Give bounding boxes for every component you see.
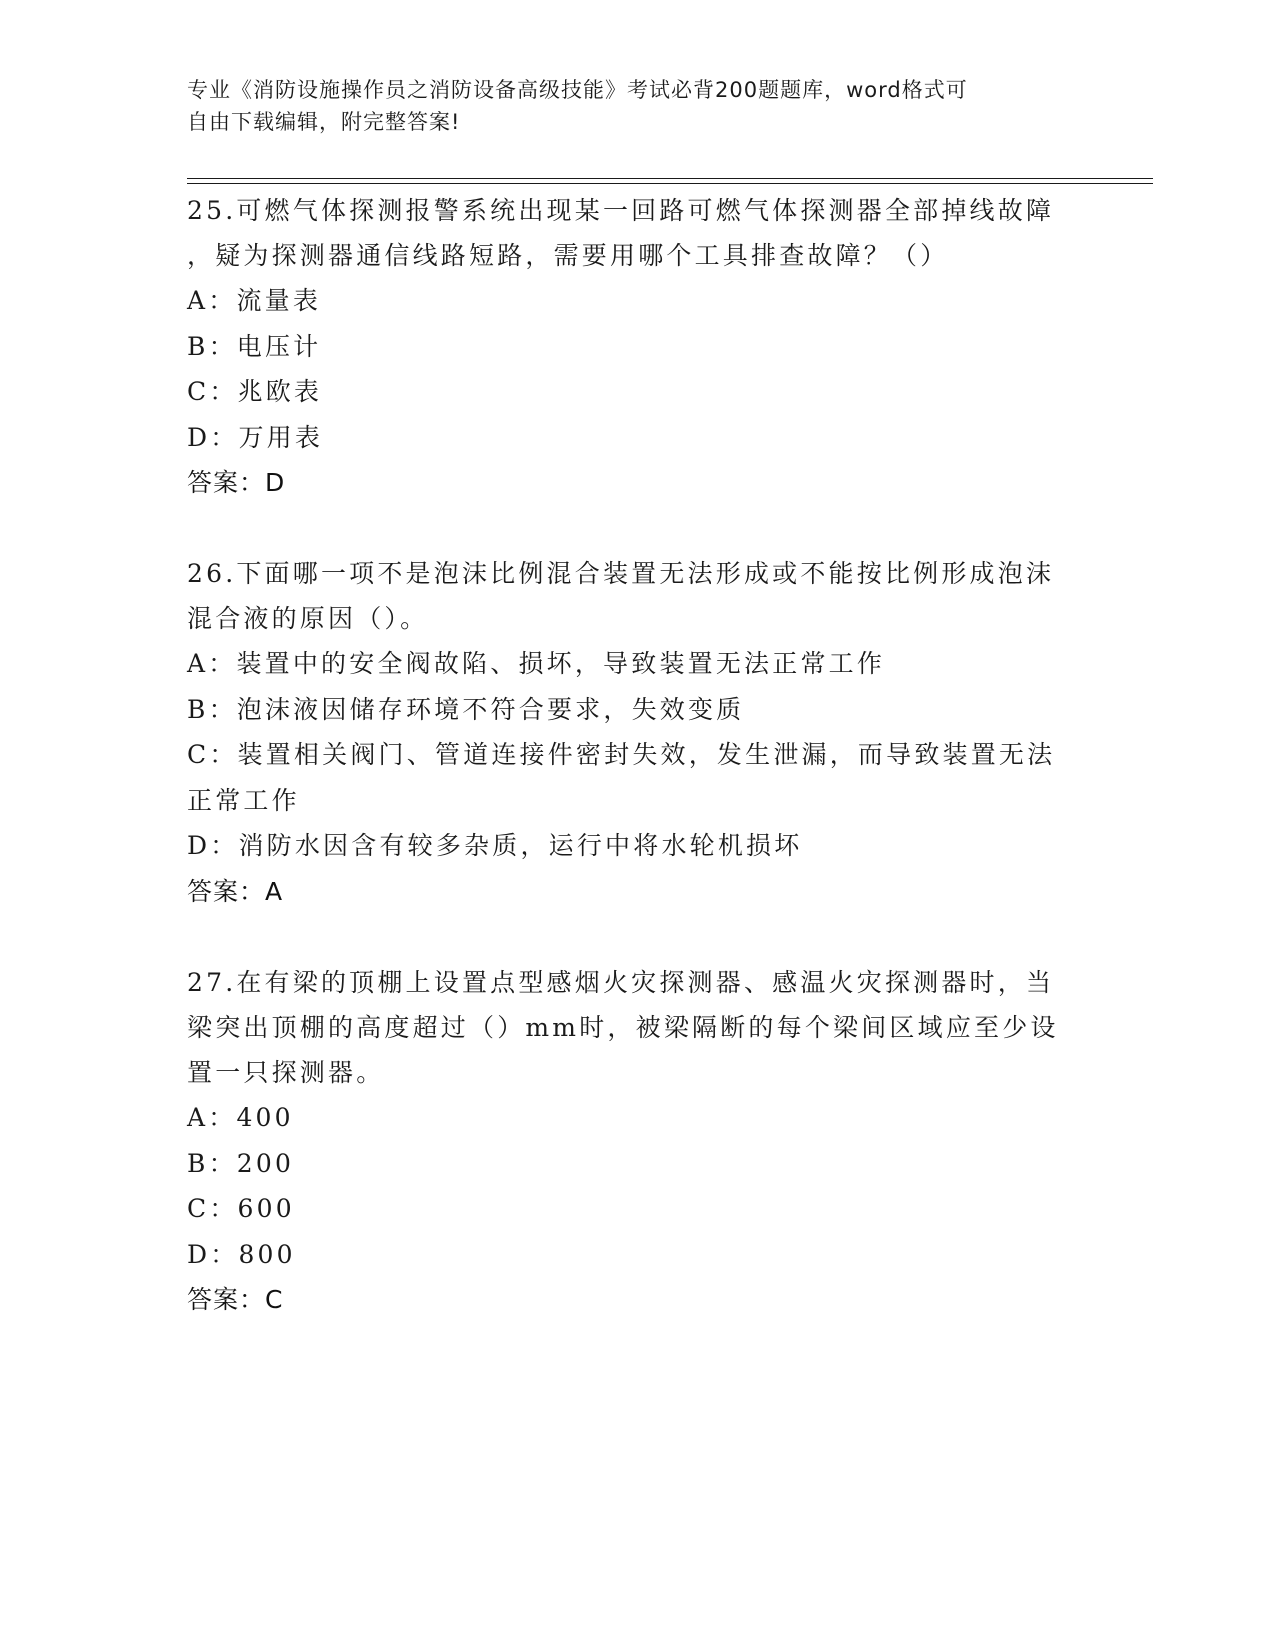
question-stem: 梁突出顶棚的高度超过（）mm时，被梁隔断的每个梁间区域应至少设: [187, 1013, 1059, 1042]
header-divider-top: [187, 178, 1153, 179]
question-25: [187, 188, 1087, 505]
question-stem: 27.在有梁的顶棚上设置点型感烟火灾探测器、感温火灾探测器时，当: [187, 968, 1055, 997]
option-c: C：装置相关阀门、管道连接件密封失效，发生泄漏，而导致装置无法: [187, 740, 1056, 769]
header-line: 自由下载编辑，附完整答案!: [187, 110, 461, 134]
option-c: C：兆欧表: [187, 377, 323, 406]
option-a: A：400: [187, 1103, 294, 1132]
option-a: A：装置中的安全阀故陷、损坏，导致装置无法正常工作: [187, 649, 886, 678]
answer: 答案：D: [187, 468, 286, 497]
option-d: D：万用表: [187, 422, 324, 452]
answer: 答案：A: [187, 876, 284, 906]
option-c-continued: 正常工作: [187, 785, 300, 815]
question-stem: ，疑为探测器通信线路短路，需要用哪个工具排查故障？（）: [187, 241, 949, 270]
header-divider-bottom: [187, 183, 1153, 184]
question-stem: 置一只探测器。: [187, 1058, 385, 1087]
option-b: B：电压计: [187, 331, 322, 361]
option-d: D：消防水因含有较多杂质，运行中将水轮机损坏: [187, 831, 803, 860]
question-stem: 25.可燃气体探测报警系统出现某一回路可燃气体探测器全部掉线故障: [187, 196, 1055, 225]
option-b: B：泡沫液因储存环境不符合要求，失效变质: [187, 694, 745, 724]
answer: 答案：C: [187, 1285, 284, 1314]
option-a: A：流量表: [187, 286, 322, 315]
option-d: D：800: [187, 1239, 296, 1269]
question-27: [187, 960, 1087, 1322]
question-stem: 26.下面哪一项不是泡沫比例混合装置无法形成或不能按比例形成泡沫: [187, 559, 1055, 588]
document-header: [187, 74, 1067, 138]
option-b: B：200: [187, 1148, 295, 1178]
question-26: [187, 551, 1087, 914]
question-stem: 混合液的原因（）。: [187, 604, 429, 633]
header-line: 专业《消防设施操作员之消防设备高级技能》考试必背200题题库，word格式可: [187, 78, 968, 102]
option-c: C：600: [187, 1194, 295, 1223]
